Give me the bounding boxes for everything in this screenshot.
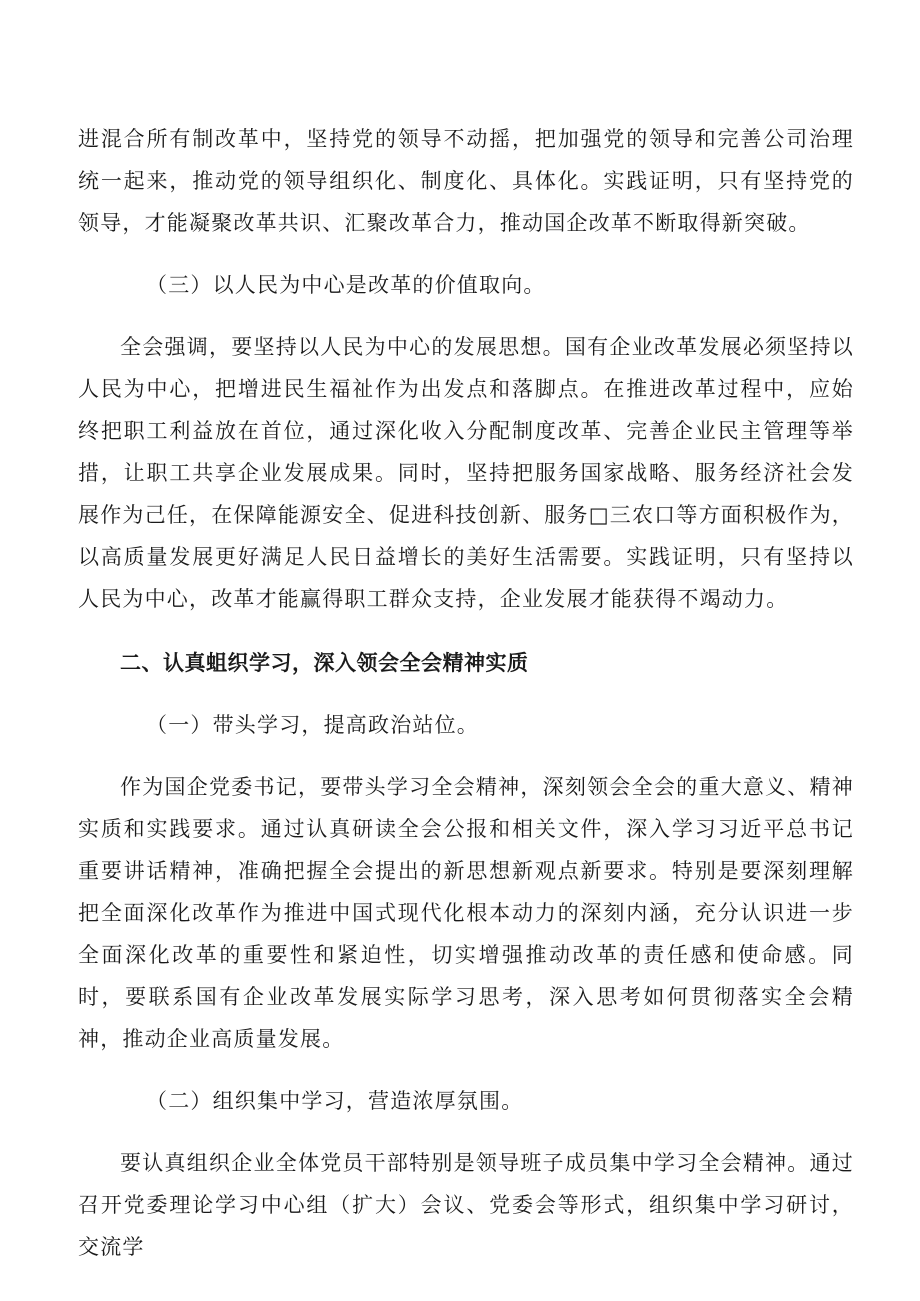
subheading-group-study: （二）组织集中学习，营造浓厚氛围。 — [146, 1089, 524, 1113]
paragraph-group-study: 要认真组织企业全体党员干部特别是领导班子成员集中学习全会精神。通过召开党委理论学习中心组（扩大）会议、党委会等形式，组织集中学习研讨，交流学 — [78, 1151, 854, 1259]
paragraph-lead-study: 作为国企党委书记，要带头学习全会精神，深刻领会全会的重大意义、精神实质和实践要求。通过认真研读全会公报和相关文件，深入学习习近平总书记重要讲话精神，准确把握全会提出的新思想新观点新要求。特别是要深刻理解把全面深化改革作为推进中国式现代化根本动力的深刻内涵，充分认识进一步全面深化改革的重要性和紧迫性，切实增强推动改革的责任感和使命感。同时，要联系国有企业改革发展实际学习思考，深入思考如何贯彻落实全会精神，推动企业高质量发展。 — [78, 775, 854, 1051]
paragraph-continuation: 进混合所有制改革中，坚持党的领导不动摇，把加强党的领导和完善公司治理统一起来，推动党的领导组织化、制度化、具体化。实践证明，只有坚持党的领导，才能凝聚改革共识、汇聚改革合力，推动国企改革不断取得新突破。 — [78, 127, 854, 235]
subheading-people-centered: （三）以人民为中心是改革的价值取向。 — [146, 273, 546, 297]
paragraph-people-centered: 全会强调，要坚持以人民为中心的发展思想。国有企业改革发展必须坚持以人民为中心，把增进民生福祉作为出发点和落脚点。在推进改革过程中，应始终把职工利益放在首位，通过深化收入分配制度改革、完善企业民主管理等举措，让职工共享企业发展成果。同时，坚持把服务国家战略、服务经济社会发展作为己任，在保障能源安全、促进科技创新、服务□三农口等方面积极作为，以高质量发展更好满足人民日益增长的美好生活需要。实践证明，只有坚持以人民为中心，改革才能赢得职工群众支持，企业发展才能获得不竭动力。 — [78, 335, 854, 611]
section-heading-study: 二、认真蛆织学习，深入领会全会精神实质 — [120, 651, 529, 675]
document-body — [78, 118, 854, 1268]
subheading-lead-study: （一）带头学习，提高政治站位。 — [146, 713, 479, 737]
